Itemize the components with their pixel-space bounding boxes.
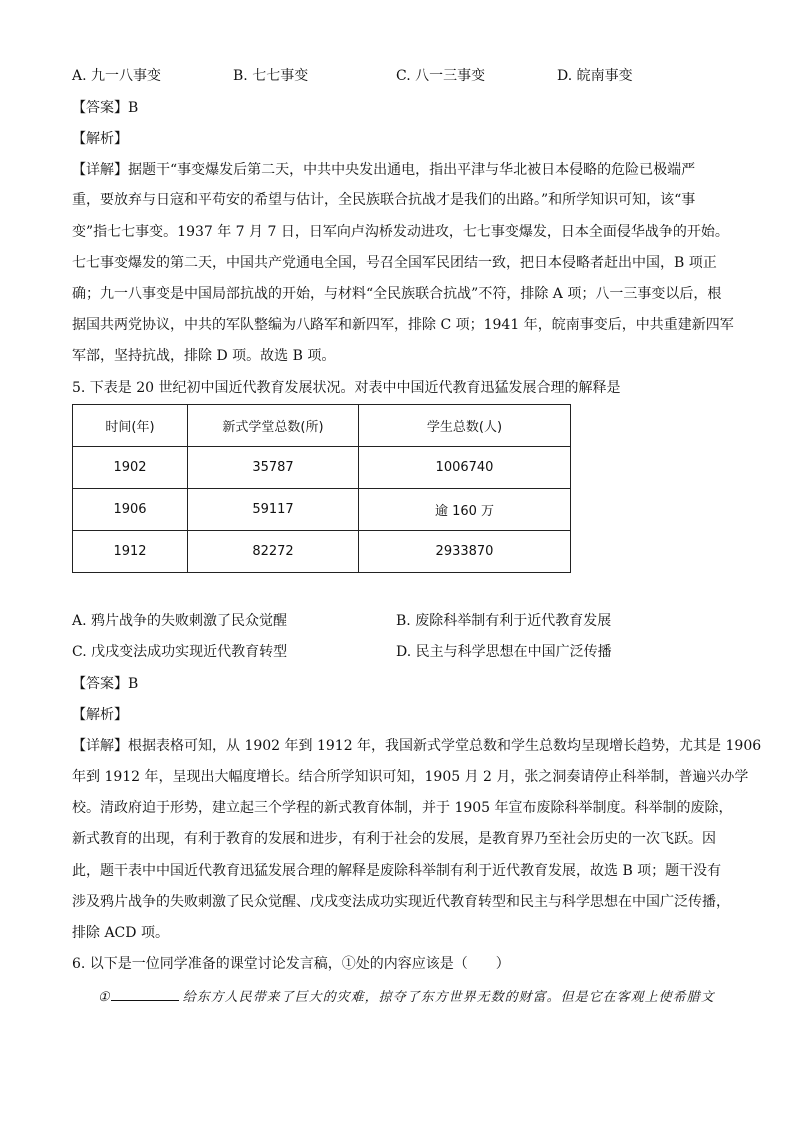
q6-stem: 6. 以下是一位同学准备的课堂讨论发言稿，①处的内容应该是（ ） [72, 956, 510, 972]
q5-option-a: A. 鸦片战争的失败刺激了民众觉醒 [72, 613, 288, 629]
q5-analysis-label: 【解析】 [72, 707, 128, 723]
table-cell: 82272 [188, 531, 359, 573]
table-cell: 59117 [188, 489, 359, 531]
table-header-cell: 学生总数(人) [359, 405, 571, 447]
q5-detail-line: 年到 1912 年，呈现出大幅度增长。结合所学知识可知，1905 月 2 月，张之洞奏请停止科举制，普遍兴办学 [72, 769, 749, 785]
q5-detail-line: 排除 ACD 项。 [72, 925, 169, 941]
q4-detail-line: 据国共两党协议，中共的军队整编为八路军和新四军，排除 C 项；1941 年，皖南事变后，中共重建新四军 [72, 317, 734, 333]
table-header-cell: 时间(年) [73, 405, 188, 447]
table-cell: 35787 [188, 447, 359, 489]
q5-option-b: B. 废除科举制有利于近代教育发展 [396, 613, 612, 629]
q4-option-b: B. 七七事变 [233, 68, 309, 84]
table-cell: 1902 [73, 447, 188, 489]
q6-quote-text: 给东方人民带来了巨大的灾难，掠夺了东方世界无数的财富。但是它在客观上使希腊文 [182, 990, 715, 1005]
table-row [73, 531, 571, 573]
table-cell: 逾 160 万 [359, 489, 571, 531]
table-cell: 1006740 [359, 447, 571, 489]
q5-detail-line: 新式教育的出现，有利于教育的发展和进步，有利于社会的发展，是教育界乃至社会历史的一次飞跃。因 [72, 831, 716, 847]
q4-option-a: A. 九一八事变 [72, 68, 162, 84]
q4-detail-line: 重，要放弃与日寇和平苟安的希望与估计，全民族联合抗战才是我们的出路。”和所学知识可知，该“事 [72, 192, 696, 208]
table-cell: 1906 [73, 489, 188, 531]
q5-stem: 5. 下表是 20 世纪初中国近代教育发展状况。对表中中国近代教育迅猛发展合理的解释是 [72, 380, 621, 396]
table-header-row [73, 405, 571, 447]
q6-blank [111, 988, 179, 1001]
table-header-cell: 新式学堂总数(所) [188, 405, 359, 447]
q5-detail-line: 涉及鸦片战争的失败刺激了民众觉醒、戊戌变法成功实现近代教育转型和民主与科学思想在中国广泛传播， [72, 894, 730, 910]
q4-detail-line: 变”指七七事变。1937 年 7 月 7 日，日军向卢沟桥发动进攻，七七事变爆发，日本全面侵华战争的开始。 [72, 224, 729, 240]
q6-quote-line [98, 986, 715, 1005]
q6-marker: ① [98, 990, 111, 1005]
q5-detail-line: 校。清政府迫于形势，建立起三个学程的新式教育体制，并于 1905 年宣布废除科举制度。科举制的废除， [72, 800, 733, 816]
q4-detail-line: 七七事变爆发的第二天，中国共产党通电全国，号召全国军民团结一致，把日本侵略者赶出中国，B 项正 [72, 255, 717, 271]
q5-detail-line: 此，题干表中中国近代教育迅猛发展合理的解释是废除科举制有利于近代教育发展，故选 B 项；题干没有 [72, 863, 722, 879]
q4-detail-line: 【详解】据题干“事变爆发后第二天，中共中央发出通电，指出平津与华北被日本侵略的危险已极端严 [72, 162, 696, 178]
q5-detail-line: 【详解】根据表格可知，从 1902 年到 1912 年，我国新式学堂总数和学生总数均呈现增长趋势，尤其是 1906 [72, 738, 762, 754]
table-row [73, 447, 571, 489]
table-row [73, 489, 571, 531]
q5-option-c: C. 戊戌变法成功实现近代教育转型 [72, 644, 288, 660]
q5-option-d: D. 民主与科学思想在中国广泛传播 [396, 644, 612, 660]
table-cell: 2933870 [359, 531, 571, 573]
q4-answer: 【答案】B [72, 100, 139, 116]
q5-answer: 【答案】B [72, 676, 139, 692]
table-cell: 1912 [73, 531, 188, 573]
q4-option-d: D. 皖南事变 [557, 68, 633, 84]
q4-detail-line: 军部，坚持抗战，排除 D 项。故选 B 项。 [72, 348, 336, 364]
q4-analysis-label: 【解析】 [72, 131, 128, 147]
education-table [72, 404, 571, 573]
q4-detail-line: 确；九一八事变是中国局部抗战的开始，与材料“全民族联合抗战”不符，排除 A 项；八一三事变以后，根 [72, 286, 722, 302]
q4-option-c: C. 八一三事变 [396, 68, 486, 84]
